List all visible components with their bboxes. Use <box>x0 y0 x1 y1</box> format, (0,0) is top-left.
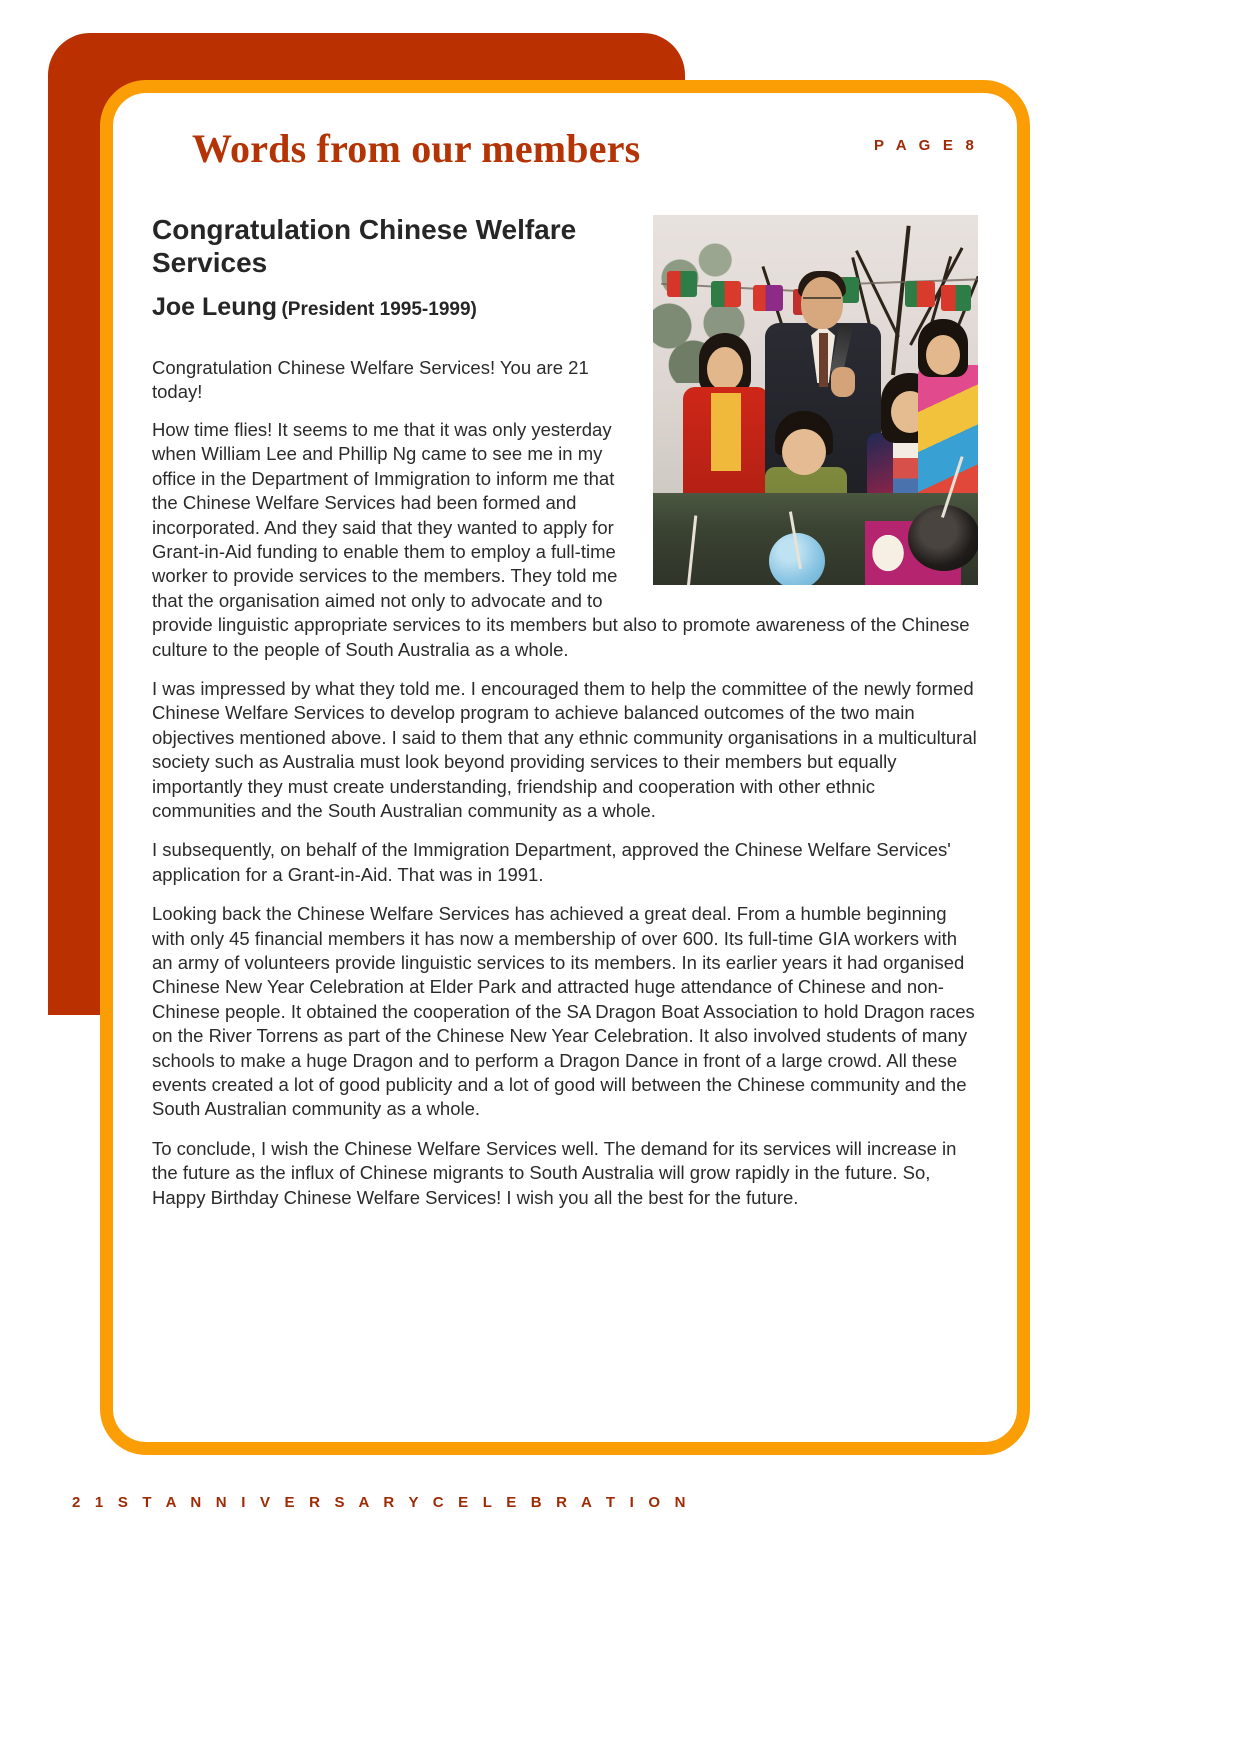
page-content-sheet <box>100 80 1030 1455</box>
photo-boy-face <box>782 429 826 475</box>
article-paragraph: Congratulation Chinese Welfare Services! You are 21 today! <box>152 357 589 403</box>
photo-man-hand <box>831 367 855 397</box>
page-title: Words from our members <box>192 126 641 171</box>
photo-child-left-yellow-top <box>711 393 741 471</box>
article-paragraph: How time flies! It seems to me that it was only yesterday when William Lee and Phillip Ng came to see me in my office in the Department of Immigration to inform me that the Chinese Welfare Services had been formed and incorporated. And they said that they wanted to apply for Grant-in-Aid funding to enable them to employ a full-time worker to provide services to the members. They told me that the organisation aimed not only to advocate and to provide linguistic appropriate services to its members but also to promote awareness of the Chinese culture to the people of South Australia as a whole. <box>152 418 970 660</box>
photo-man-tie <box>819 333 828 387</box>
photo-lantern <box>667 271 697 297</box>
article-paragraph: To conclude, I wish the Chinese Welfare Services well. The demand for its services will increase in the future as the influx of Chinese migrants to South Australia will grow rapidly in the future. So, Happy Birthday Chinese Welfare Services! I wish you all the best for the future. <box>152 1137 957 1208</box>
photo-lantern <box>905 281 935 307</box>
photo-man-glasses <box>803 297 841 307</box>
photo-lantern <box>753 285 783 311</box>
article-byline <box>152 293 612 322</box>
page-footer: 2 1 S T A N N I V E R S A R Y C E L E B R A T I O N <box>72 1494 691 1511</box>
article-paragraph: I was impressed by what they told me. I encouraged them to help the committee of the newly formed Chinese Welfare Services to develop program to achieve balanced outcomes of the two main objectives mentioned above. I said to them that any ethnic community organisations in a multicultural society such as Australia must look beyond providing services to their members but equally importantly they must create understanding, friendship and cooperation with other ethnic communities and the South Australian community as a whole. <box>152 677 977 821</box>
author-role: (President 1995-1999) <box>281 299 477 321</box>
page-number-marker: P A G E 8 <box>874 137 978 154</box>
article-photo <box>653 215 978 585</box>
photo-lantern <box>711 281 741 307</box>
article-headline: Congratulation Chinese Welfare Services <box>152 214 577 279</box>
photo-child-far-right-face <box>926 335 960 375</box>
article-paragraph: Looking back the Chinese Welfare Services has achieved a great deal. From a humble beginning with only 45 financial members it has now a membership of over 600. Its full-time GIA workers with an army of volunteers provide linguistic services to its members. In its earlier years it had organised Chinese New Year Celebration at Elder Park and attracted huge attendance of Chinese and non- Chinese people. It obtained the cooperation of the SA Dragon Boat Association to hold Dragon races on the River Torrens as part of the Chinese New Year Celebration. It also involved students of many schools to make a huge Dragon and to perform a Dragon Dance in front of a large crowd. All these events created a lot of good publicity and a lot of good will between the Chinese community and the South Australian community as a whole. <box>152 903 975 1120</box>
author-name: Joe Leung <box>152 293 278 322</box>
article-paragraph: I subsequently, on behalf of the Immigration Department, approved the Chinese Welfare Services' application for a Grant-in-Aid. That was in 1991. <box>152 839 951 885</box>
article-body <box>152 213 978 1210</box>
photo-child-left-face <box>707 347 743 391</box>
masthead <box>152 125 978 189</box>
photo-lantern <box>941 285 971 311</box>
